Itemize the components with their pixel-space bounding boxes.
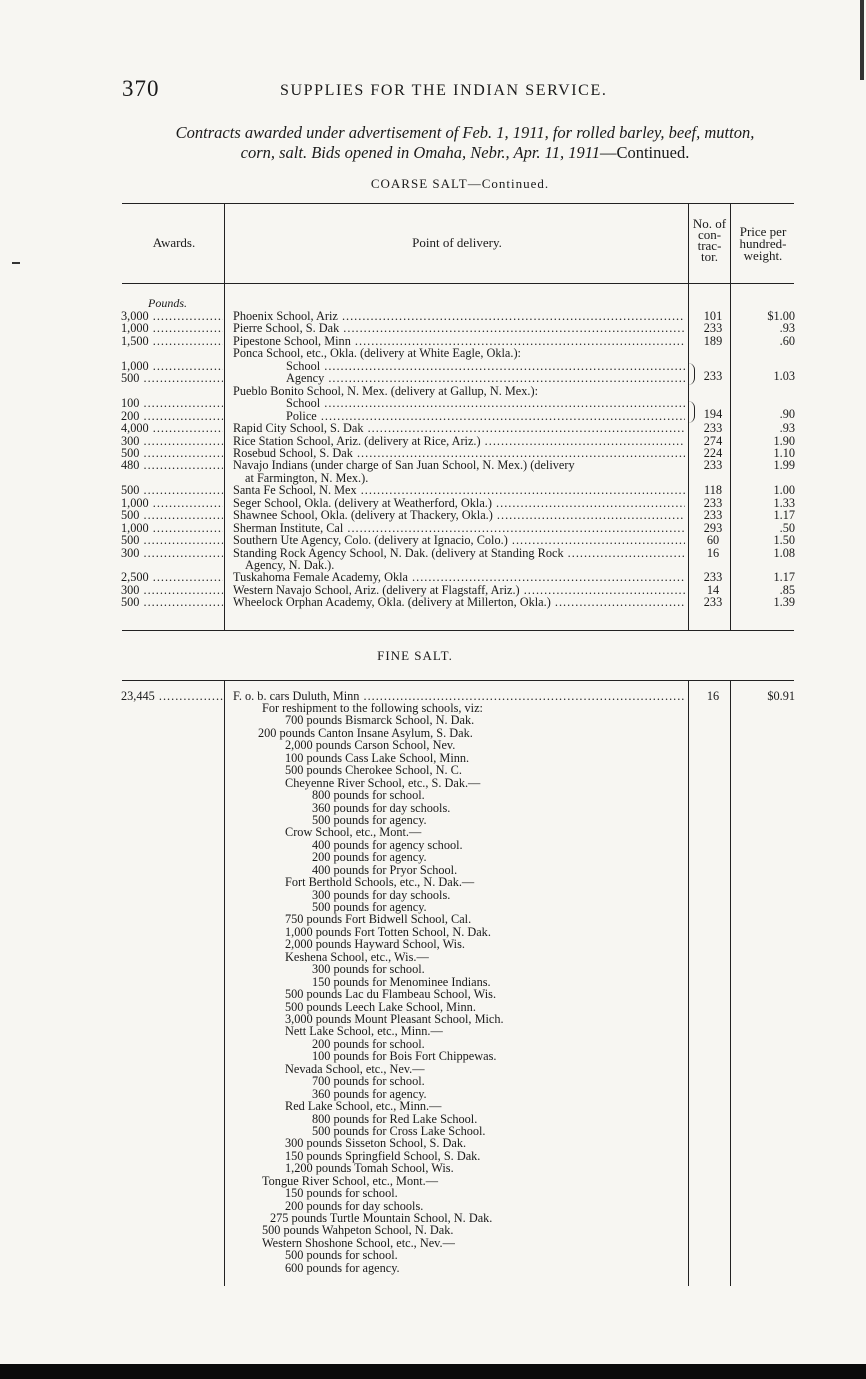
column-header-contractor-line: tor.: [701, 249, 718, 264]
reshipment-line: 1,200 pounds Tomah School, Wis.: [285, 1161, 454, 1176]
contractor-cell: 16: [706, 545, 720, 560]
point-of-delivery-cell: Sherman Institute, Cal .....: [233, 522, 685, 535]
point-of-delivery-cell: School .....: [286, 397, 685, 410]
award-cell: 300 .....: [121, 547, 223, 560]
scan-bottom-edge: [0, 1364, 866, 1379]
point-of-delivery-cell: Western Navajo School, Ariz. (delivery at Flagstaff, Ariz.) .....: [233, 584, 685, 597]
running-title: SUPPLIES FOR THE INDIAN SERVICE.: [280, 82, 608, 99]
award-cell: 500 .....: [121, 484, 223, 497]
brace-pueblo-bonito: [688, 401, 695, 423]
reshipment-line: 800 pounds for school.: [312, 788, 425, 803]
point-of-delivery-cell: Southern Ute Agency, Colo. (delivery at Ignacio, Colo.) .....: [233, 534, 685, 547]
caption-line-2: [120, 143, 810, 163]
reshipment-line: 500 pounds for school.: [285, 1248, 398, 1263]
reshipment-line: 500 pounds for agency.: [312, 900, 427, 915]
price-cell: 1.17: [773, 508, 795, 523]
reshipment-line: 2,000 pounds Carson School, Nev.: [285, 738, 456, 753]
price-cell: $1.00: [767, 309, 795, 323]
reshipment-line: 150 pounds for school.: [285, 1186, 398, 1201]
reshipment-line: 500 pounds Lac du Flambeau School, Wis.: [285, 987, 497, 1002]
point-of-delivery-cell: Seger School, Okla. (delivery at Weatherford, Okla.) .....: [233, 497, 685, 510]
reshipment-line: 360 pounds for agency.: [312, 1086, 427, 1101]
fine-salt-contractor: 16: [706, 689, 720, 703]
price-cell: .50: [779, 520, 795, 535]
contractor-cell: 233: [703, 321, 723, 336]
point-of-delivery-cell: Tuskahoma Female Academy, Okla .....: [233, 571, 685, 584]
reshipment-line: Tongue River School, etc., Mont.—: [262, 1173, 439, 1188]
caption-line-2-continued: —Continued.: [599, 143, 690, 162]
price-cell: .60: [779, 333, 795, 348]
award-cell: 500 .....: [121, 509, 223, 522]
price-cell: 1.39: [773, 595, 795, 610]
contractor-cell: 233: [703, 421, 723, 436]
award-cell: 300 .....: [121, 435, 223, 448]
column-header-contractor-line: con-: [697, 227, 722, 242]
reshipment-line: Nevada School, etc., Nev.—: [285, 1061, 425, 1076]
award-cell: 200 .....: [121, 410, 223, 423]
column-header-price-line: weight.: [743, 248, 783, 263]
fine-divider-point: [688, 680, 689, 1286]
contractor-cell: 194: [703, 407, 723, 421]
reshipment-line: Nett Lake School, etc., Minn.—: [285, 1024, 443, 1039]
reshipment-line: 200 pounds Canton Insane Asylum, S. Dak.: [258, 725, 473, 740]
reshipment-line: 600 pounds for agency.: [285, 1260, 400, 1275]
reshipment-line: 300 pounds Sisseton School, S. Dak.: [285, 1136, 467, 1151]
point-of-delivery-cell: Rice Station School, Ariz. (delivery at Rice, Ariz.) .....: [233, 435, 685, 448]
award-cell: 500 .....: [121, 372, 223, 385]
contractor-cell: 233: [703, 458, 723, 473]
reshipment-line: 360 pounds for day schools.: [312, 800, 451, 815]
point-of-delivery-cell: Pipestone School, Minn .....: [233, 335, 685, 348]
fine-salt-top-rule: [122, 680, 794, 681]
reshipment-line: 300 pounds for school.: [312, 962, 425, 977]
award-cell: 500 .....: [121, 534, 223, 547]
contractor-cell: 233: [703, 595, 723, 610]
price-cell: 1.10: [773, 445, 795, 460]
contractor-cell: 224: [703, 445, 723, 460]
price-cell: 1.17: [773, 570, 795, 585]
reshipment-line: 2,000 pounds Hayward School, Wis.: [285, 937, 465, 952]
award-cell: 4,000 .....: [121, 422, 223, 435]
fine-salt-award: 23,445 .....: [121, 690, 223, 703]
price-cell: 1.99: [773, 458, 795, 473]
reshipment-line: 700 pounds Bismarck School, N. Dak.: [285, 713, 475, 728]
column-header-price-line: hundred-: [739, 236, 787, 251]
contractor-cell: 189: [703, 333, 723, 348]
reshipment-line: 500 pounds Wahpeton School, N. Dak.: [262, 1223, 454, 1238]
reshipment-line: 400 pounds for Pryor School.: [312, 862, 458, 877]
award-cell: 3,000 .....: [121, 310, 223, 323]
reshipment-line: 500 pounds for agency.: [312, 812, 427, 827]
caption-line-2-italic: corn, salt. Bids opened in Omaha, Nebr., Apr. 11, 1911: [240, 143, 600, 162]
price-cell: 1.00: [773, 483, 795, 498]
award-cell: 1,000 .....: [121, 322, 223, 335]
point-of-delivery-cell: School .....: [286, 360, 685, 373]
reshipment-line: 500 pounds for Cross Lake School.: [312, 1123, 486, 1138]
contractor-cell: 293: [703, 520, 723, 535]
header-bottom-rule: [122, 283, 794, 284]
reshipment-line: 275 pounds Turtle Mountain School, N. Dak.: [270, 1211, 493, 1226]
contractor-cell: 233: [703, 508, 723, 523]
reshipment-line: 500 pounds Leech Lake School, Minn.: [285, 999, 476, 1014]
scan-right-edge: [860, 0, 864, 80]
column-divider-awards: [224, 203, 225, 630]
reshipment-line: 500 pounds Cherokee School, N. C.: [285, 763, 462, 778]
table-top-rule: [122, 203, 794, 204]
column-header-awards: Awards.: [152, 235, 196, 250]
reshipment-line: 150 pounds Springfield School, S. Dak.: [285, 1148, 481, 1163]
column-header-price: [731, 226, 795, 262]
price-cell: .93: [779, 421, 795, 436]
contractor-cell: 118: [704, 483, 722, 498]
reshipment-line: For reshipment to the following schools, viz:: [262, 701, 483, 715]
point-of-delivery-cell: Rapid City School, S. Dak .....: [233, 422, 685, 435]
reshipment-line: 200 pounds for day schools.: [285, 1198, 424, 1213]
point-of-delivery-cell: Pierre School, S. Dak .....: [233, 322, 685, 335]
reshipment-line: 100 pounds Cass Lake School, Minn.: [285, 750, 470, 765]
award-cell: 1,500 .....: [121, 335, 223, 348]
column-header-price-line: Price per: [739, 224, 787, 239]
column-header-point: Point of delivery.: [412, 235, 502, 250]
fine-salt-price: $0.91: [767, 689, 795, 703]
award-cell: 1,000 .....: [121, 360, 223, 373]
contractor-cell: 274: [703, 433, 723, 448]
column-header-contractor-line: trac-: [697, 238, 722, 253]
point-of-delivery-cell: Pueblo Bonito School, N. Mex. (delivery at Gallup, N. Mex.):: [233, 384, 538, 398]
fine-divider-contractor: [730, 680, 731, 1286]
reshipment-line: 1,000 pounds Fort Totten School, N. Dak.: [285, 924, 491, 939]
contractor-cell: 233: [703, 495, 723, 510]
award-cell: 480 .....: [121, 459, 223, 472]
coarse-salt-bottom-rule: [122, 630, 794, 631]
contractor-cell: 14: [706, 582, 720, 597]
reshipment-line: 800 pounds for Red Lake School.: [312, 1111, 478, 1126]
award-cell: 300 .....: [121, 584, 223, 597]
price-cell: .93: [779, 321, 795, 336]
scan-speck: [12, 262, 20, 264]
point-of-delivery-cell: Standing Rock Agency School, N. Dak. (delivery at Standing Rock .....: [233, 547, 685, 560]
award-cell: 500 .....: [121, 596, 223, 609]
reshipment-line: 700 pounds for school.: [312, 1074, 425, 1089]
point-of-delivery-cell: Ponca School, etc., Okla. (delivery at White Eagle, Okla.):: [233, 347, 521, 361]
point-of-delivery-cell: Agency, N. Dak.).: [245, 559, 335, 572]
reshipment-line: 750 pounds Fort Bidwell School, Cal.: [285, 912, 472, 927]
brace-ponca: [688, 363, 695, 385]
point-of-delivery-cell: Navajo Indians (under charge of San Juan School, N. Mex.) (delivery: [233, 459, 575, 473]
column-header-contractor-line: No. of: [692, 216, 727, 231]
page-number: 370: [122, 76, 160, 101]
price-cell: 1.03: [773, 369, 795, 383]
award-cell: 2,500 .....: [121, 571, 223, 584]
price-cell: 1.50: [773, 533, 795, 548]
price-cell: 1.90: [773, 433, 795, 448]
column-header-contractor: [689, 218, 730, 262]
reshipment-line: 300 pounds for day schools.: [312, 887, 451, 902]
point-of-delivery-cell: Santa Fe School, N. Mex .....: [233, 484, 685, 497]
reshipment-line: 200 pounds for agency.: [312, 850, 427, 865]
award-cell: 100 .....: [121, 397, 223, 410]
reshipment-line: Cheyenne River School, etc., S. Dak.—: [285, 775, 481, 790]
reshipment-line: 400 pounds for agency school.: [312, 837, 463, 852]
point-of-delivery-cell: Wheelock Orphan Academy, Okla. (delivery at Millerton, Okla.) .....: [233, 596, 685, 609]
point-of-delivery-cell: Police .....: [286, 410, 685, 423]
reshipment-line: Western Shoshone School, etc., Nev.—: [262, 1235, 455, 1250]
reshipment-line: 200 pounds for school.: [312, 1036, 425, 1051]
point-of-delivery-cell: Shawnee School, Okla. (delivery at Thackery, Okla.) .....: [233, 509, 685, 522]
contractor-cell: 60: [706, 533, 720, 548]
reshipment-line: Keshena School, etc., Wis.—: [285, 949, 429, 964]
price-cell: .90: [779, 407, 795, 421]
fine-salt-point: F. o. b. cars Duluth, Minn .....: [233, 690, 685, 703]
contractor-cell: 233: [703, 369, 723, 383]
reshipment-line: 3,000 pounds Mount Pleasant School, Mich.: [285, 1012, 504, 1026]
reshipment-line: Crow School, etc., Mont.—: [285, 825, 422, 840]
price-cell: 1.08: [773, 545, 795, 560]
reshipment-line: 150 pounds for Menominee Indians.: [312, 974, 491, 989]
fine-salt-title: FINE SALT.: [377, 648, 453, 663]
point-of-delivery-cell: Rosebud School, S. Dak .....: [233, 447, 685, 460]
contractor-cell: 101: [703, 309, 723, 323]
point-of-delivery-cell: Agency .....: [286, 372, 685, 385]
award-cell: 500 .....: [121, 447, 223, 460]
contractor-cell: 233: [703, 570, 723, 585]
point-of-delivery-cell: at Farmington, N. Mex.).: [245, 471, 369, 485]
price-cell: .85: [779, 582, 795, 597]
award-cell: 1,000 .....: [121, 497, 223, 510]
fine-divider-awards: [224, 680, 225, 1286]
coarse-salt-title: COARSE SALT—Continued.: [370, 176, 550, 191]
reshipment-line: 100 pounds for Bois Fort Chippewas.: [312, 1049, 497, 1064]
reshipment-line: Red Lake School, etc., Minn.—: [285, 1099, 442, 1114]
caption-line-1: Contracts awarded under advertisement of Feb. 1, 1911, for rolled barley, beef, mutton,: [175, 123, 755, 142]
reshipment-line: Fort Berthold Schools, etc., N. Dak.—: [285, 875, 475, 890]
units-label: Pounds.: [148, 296, 187, 310]
award-cell: 1,000 .....: [121, 522, 223, 535]
price-cell: 1.33: [773, 495, 795, 510]
point-of-delivery-cell: Phoenix School, Ariz .....: [233, 310, 685, 323]
